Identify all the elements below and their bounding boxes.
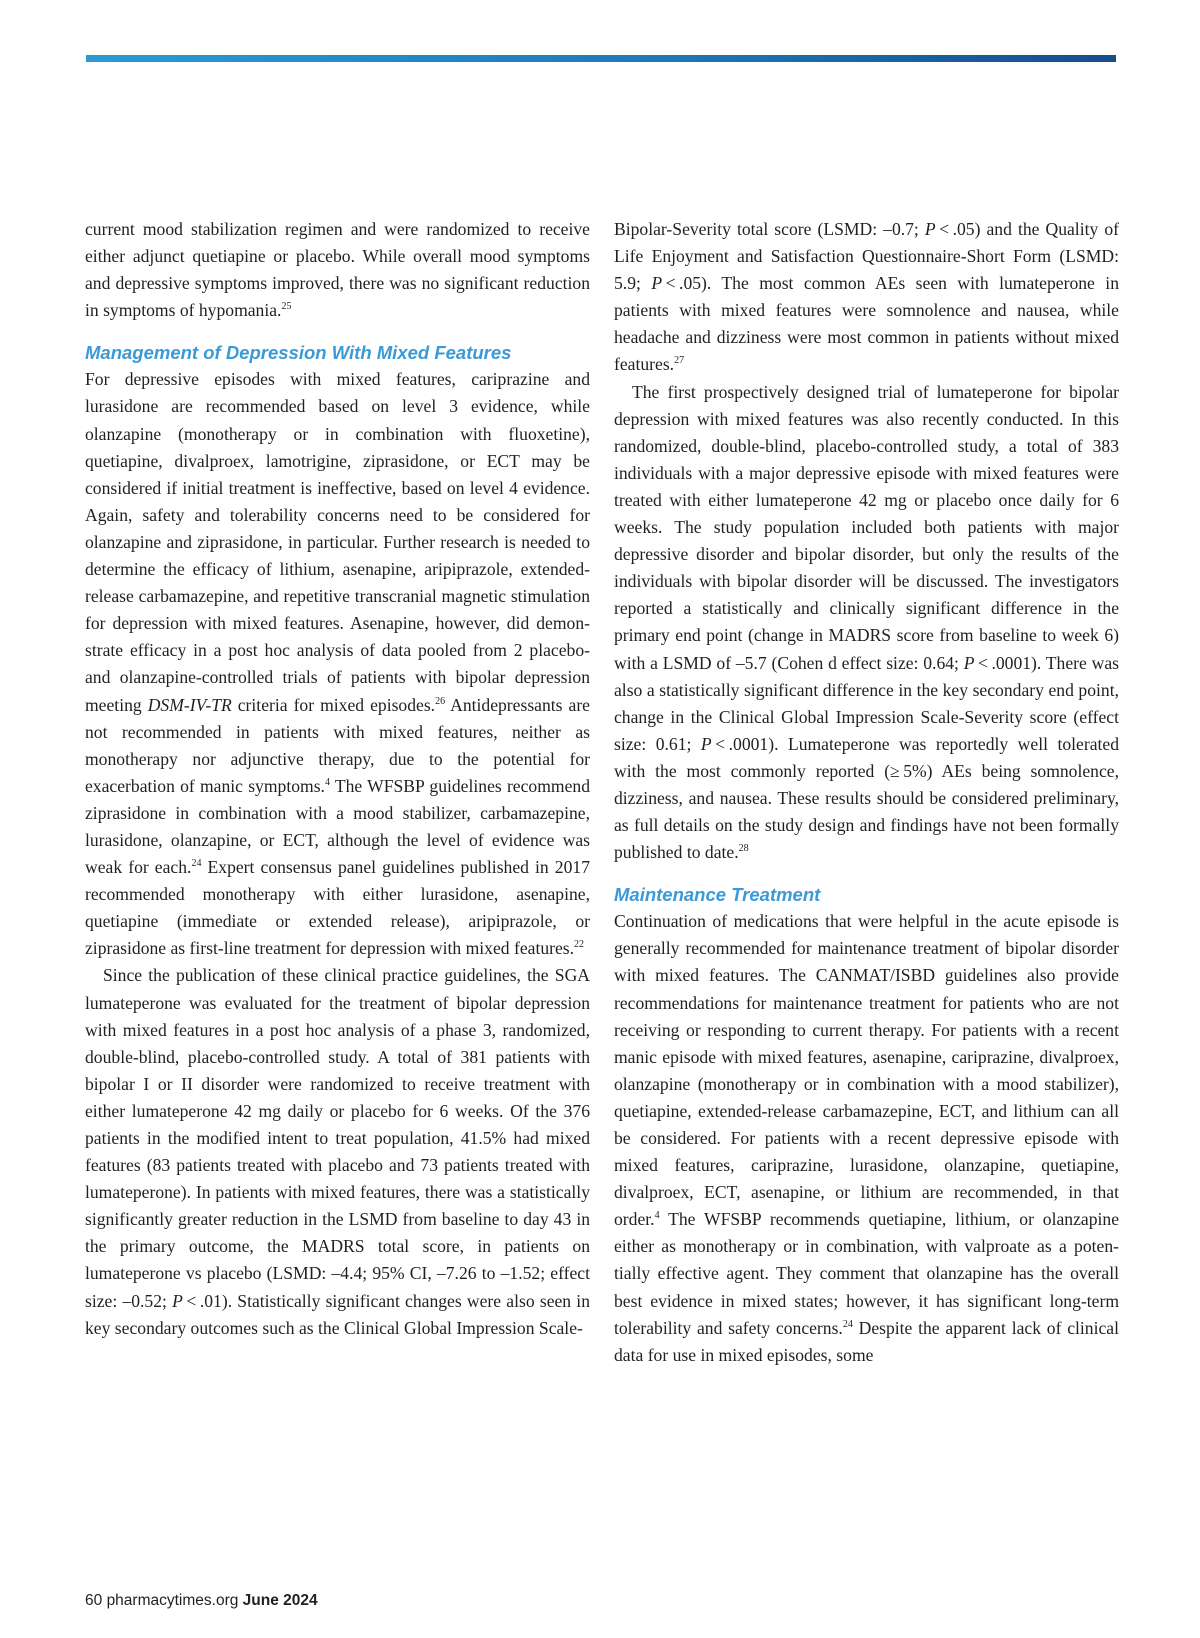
section-heading-depression-mixed-features: Management of Depression With Mixed Features (85, 342, 512, 364)
italic-p-value: P (963, 652, 975, 673)
left-column (85, 216, 590, 1342)
paragraph: Since the publication of these clinical practice guidelines, the SGA lumateperone was evaluated for the treatment of bipolar depression with mixed features in a post hoc analysis of a phase 3, randomized, double-blind, placebo-controlled study. A total of 381 patients with bipolar I or II disorder were randomized to receive treatment with either lumateperone 42 mg daily or placebo for 6 weeks. Of the 376 patients in the modified intent to treat population, 41.5% had mixed features (83 patients treated with placebo and 73 patients treated with lumateperone). In patients with mixed features, there was a statistically significantly greater reduction in the LSMD from baseline to day 43 in the primary outcome, the MADRS total score, in patients on lumateperone vs placebo (LSMD: –4.4; 95% CI, –7.26 to –1.52; effect size: –0.52; P < .01). Statistically significant changes were also seen in key secondary outcomes such as the Clinical Global Impression Scale- (85, 965, 590, 1338)
reference-superscript: 25 (281, 301, 292, 313)
page-number: 60 (85, 1592, 103, 1609)
section-heading-maintenance-treatment: Maintenance Treatment (614, 884, 821, 906)
reference-superscript: 27 (674, 355, 685, 367)
italic-p-value: P (700, 733, 712, 754)
italic-p-value: P (651, 273, 663, 294)
paragraph: Continuation of medications that were helpful in the acute episode is generally recommended for maintenance treatment of bipolar disorder with mixed features. The CANMAT/ISBD guidelines also provide recommendations for maintenance treatment for patients who are not receiving or responding to current therapy. For patients with a recent manic episode with mixed features, asenapine, cariprazine, divalproex, olanzapine (monotherapy or in combination with a mood stabilizer), quetiapine, extended-release carbamazepine, ECT, and lithium can all be considered. For patients with a recent depressive episode with mixed features, cariprazine, lurasidone, olanzapine, quetiapine, divalproex, ECT, asenapine, or lithium are recommended, in that order.$^4$ The WFSBP recommends quetiapine, lithium, or olanzapine either as monotherapy or in combination, with valproate as a potentially effective agent. They comment that olanzapine has the overall best evidence in mixed states; however, it has significant long-term tolerability and safety concerns.$^{24}$ Despite the apparent lack of clinical data for use in mixed episodes, some (614, 911, 1119, 1365)
paragraph: For depressive episodes with mixed features, cariprazine and lurasidone are recommended based on level 3 evidence, while olanzapine (monotherapy or in combination with fluoxetine), quetiapine, divalproex, lamotrigine, ziprasidone, or ECT may be considered if initial treatment is ineffective, based on level 4 evidence. Again, safety and tolerability concerns need to be considered for olanzapine and ziprasidone, in particular. Further research is needed to determine the efficacy of lithium, asenapine, aripiprazole, extended-release carbamazepine, and repetitive transcranial magnetic stimulation for depression with mixed features. Asenapine, however, did demonstrate efficacy in a post hoc analysis of data pooled from 2 placebo- and olanzapine-controlled trials of patients with bipolar depression meeting DSM-IV-TR criteria for mixed episodes.$^{26}$ Antidepressants are not recommended in patients with mixed features, neither as monotherapy nor adjunctive therapy, due to the potential for exacerbation of manic symptoms.$^4$ The WFSBP guidelines recommend ziprasidone in combination with a mood stabilizer, carbamazepine, lurasidone, olanzapine, or ECT, although the level of evidence was weak for each.$^{24}$ Expert consensus panel guidelines published in 2017 recommended monotherapy with either lurasidone, asenapine, quetiapine (immediate or extended release), aripiprazole, or ziprasidone as first-line treatment for depression with mixed features.$^{22}$ (85, 369, 590, 959)
reference-superscript: 4 (654, 1210, 660, 1222)
reference-superscript: 28 (738, 843, 749, 855)
paragraph: Bipolar-Severity total score (LSMD: –0.7; P < .05) and the Quality of Life Enjoyment and Satisfaction Questionnaire-Short Form (LSMD: 5.9; P < .05). The most common AEs seen with lumateperone in patients with mixed features were somnolence and nausea, while headache and dizziness were most common in patients without mixed features.$^{27}$ (614, 219, 1119, 375)
paragraph: current mood stabilization regimen and were randomized to receive either adjunct quetiapine or placebo. While overall mood symptoms and depressive symptoms improved, there was no significant reduction in symptoms of hypomania.$^{25}$ (85, 219, 590, 321)
reference-superscript: 22 (574, 939, 585, 951)
page-footer (85, 1592, 318, 1610)
italic-term: DSM-IV-TR (147, 694, 232, 715)
issue-date: June 2024 (242, 1592, 318, 1609)
reference-superscript: 24 (842, 1318, 853, 1330)
paragraph: The first prospectively designed trial of lumateperone for bipolar depression with mixed features was also recently conducted. In this randomized, double-blind, placebo-controlled study, a total of 383 individuals with a major depressive episode with mixed features were treated with either lumateperone 42 mg or placebo once daily for 6 weeks. The study population included both patients with major depressive disorder and bipolar disorder, but only the results of the individuals with bipolar disorder will be discussed. The investigators reported a statistically and clinically significant difference in the primary end point (change in MADRS score from baseline to week 6) with a LSMD of –5.7 (Cohen d effect size: 0.64; P < .0001). There was also a statistically significant difference in the key secondary end point, change in the Clinical Global Impression Scale-Severity score (effect size: 0.61; P < .0001). Lumateperone was reportedly well tolerated with the most commonly reported (≥ 5%) AEs being somnolence, dizziness, and nausea. These results should be considered preliminary, as full details on the study design and findings have not been formally published to date.$^{28}$ (614, 381, 1120, 863)
header-accent-bar (86, 55, 1116, 62)
site-name: pharmacytimes.org (106, 1592, 239, 1609)
reference-superscript: 26 (435, 695, 446, 707)
right-column (614, 216, 1119, 1369)
italic-p-value: P (172, 1290, 183, 1311)
italic-p-value: P (924, 219, 936, 239)
reference-superscript: 24 (191, 858, 202, 870)
reference-superscript: 4 (324, 776, 330, 788)
